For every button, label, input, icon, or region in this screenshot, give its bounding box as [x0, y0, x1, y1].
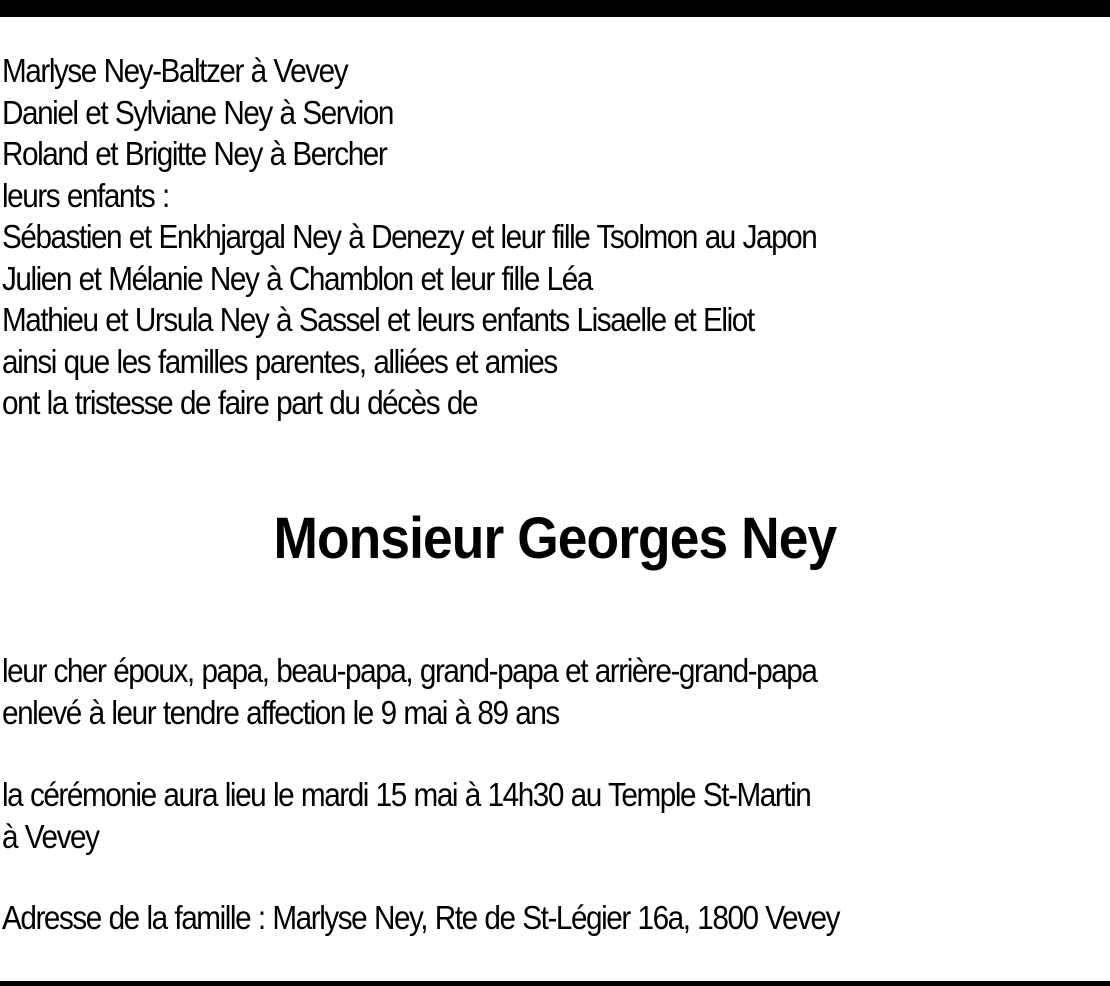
family-line: Daniel et Sylviane Ney à Servion — [2, 93, 393, 131]
relation-line: enlevé à leur tendre affection le 9 mai à 89 ans — [2, 693, 559, 731]
ceremony-line: la cérémonie aura lieu le mardi 15 mai à 14h30 au Temple St-Martin — [2, 776, 811, 813]
relation-paragraph — [2, 650, 1102, 733]
ceremony-line: à Vevey — [2, 817, 99, 855]
address-paragraph — [2, 897, 1102, 939]
family-line: Roland et Brigitte Ney à Bercher — [2, 135, 387, 172]
bottom-rule — [0, 981, 1110, 986]
family-line: Julien et Mélanie Ney à Chamblon et leur fille Léa — [2, 259, 592, 297]
family-line: Marlyse Ney-Baltzer à Vevey — [2, 52, 348, 89]
family-line: leurs enfants : — [2, 176, 169, 214]
family-list — [2, 50, 1102, 424]
ceremony-paragraph — [2, 774, 1102, 857]
family-line: Mathieu et Ursula Ney à Sassel et leurs enfants Lisaelle et Eliot — [2, 301, 754, 338]
address-line: Adresse de la famille : Marlyse Ney, Rte de St-Légier 16a, 1800 Vevey — [2, 899, 840, 936]
family-line: Sébastien et Enkhjargal Ney à Denezy et leur fille Tsolmon au Japon — [2, 218, 817, 255]
deceased-name — [0, 504, 1110, 574]
top-rule — [0, 0, 1110, 17]
relation-line: leur cher époux, papa, beau-papa, grand-papa et arrière-grand-papa — [2, 652, 817, 689]
family-line: ont la tristesse de faire part du décès de — [2, 384, 478, 421]
deceased-name-text: Monsieur Georges Ney — [273, 506, 837, 571]
family-line: ainsi que les familles parentes, alliées et amies — [2, 342, 557, 380]
